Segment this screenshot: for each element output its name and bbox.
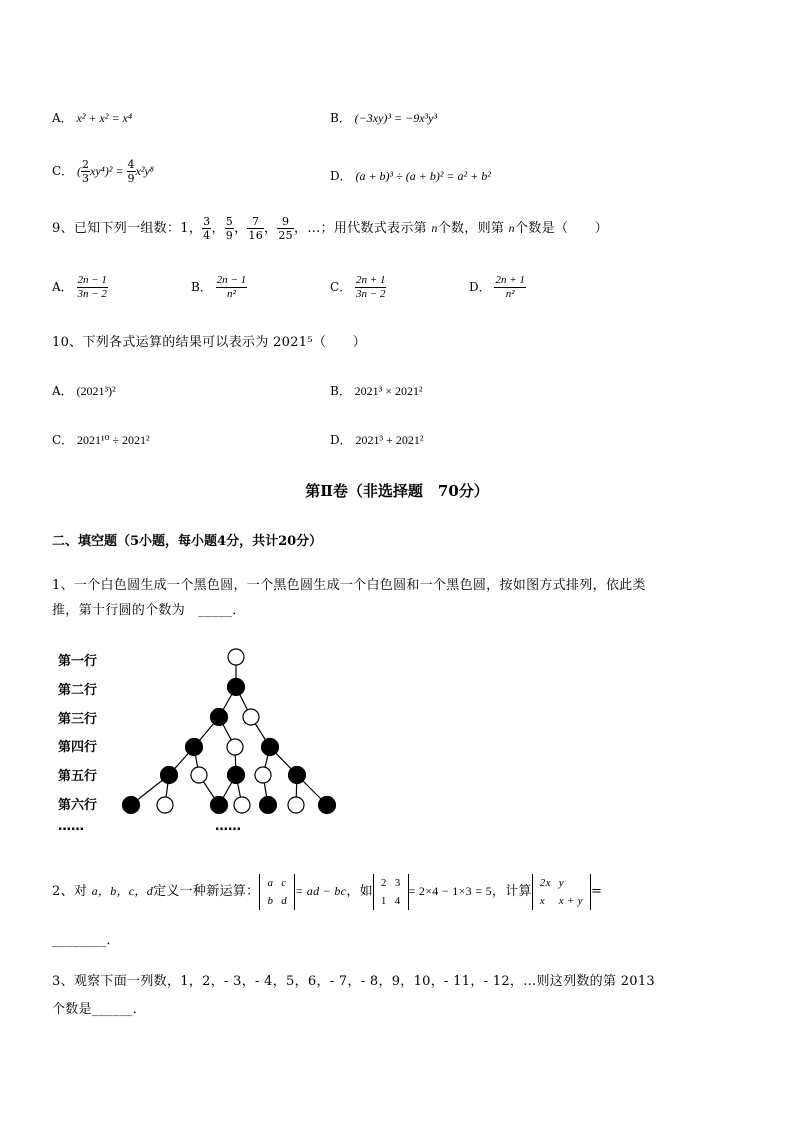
denominator: 9 xyxy=(225,229,234,242)
black-circle xyxy=(186,739,203,756)
option-expression: x² + x² = x⁴ xyxy=(76,111,133,125)
example-result: = 2×4 − 1×3 = 5 xyxy=(408,884,492,898)
stem-text: 9、已知下列一组数：1， xyxy=(52,221,203,236)
option-label: D． xyxy=(330,169,352,183)
option-label: A． xyxy=(52,280,73,294)
numerator: 2 xyxy=(82,158,90,171)
row-label: 第四行 xyxy=(58,740,98,755)
definition-result: = ad − bc xyxy=(295,884,347,898)
numerator: 4 xyxy=(127,158,135,171)
black-circle xyxy=(228,679,245,696)
fill2-blank: ________． xyxy=(52,933,120,948)
cell: y xyxy=(558,876,564,889)
white-circle xyxy=(255,767,271,783)
section-title: 第Ⅱ卷（非选择题 70分） xyxy=(305,482,489,500)
white-circle xyxy=(243,709,259,725)
option-label: A． xyxy=(52,384,73,398)
numerator: 7 xyxy=(247,215,264,229)
row-label: 第六行 xyxy=(58,798,98,813)
option-label: D． xyxy=(469,280,491,294)
denominator: 25 xyxy=(278,229,293,242)
cell: 2 xyxy=(380,876,387,889)
black-circle xyxy=(289,767,306,784)
option-label: C． xyxy=(330,280,352,294)
denominator: 3 xyxy=(82,172,90,185)
black-circle xyxy=(123,797,140,814)
denominator: 9 xyxy=(127,172,135,185)
paren: ( xyxy=(77,164,82,178)
option-expression: x²y⁸ xyxy=(135,164,154,178)
determinant-example xyxy=(373,874,409,910)
stem-text: ，…；用代数式表示第 xyxy=(293,221,427,236)
cell: 1 xyxy=(380,894,387,907)
white-circle xyxy=(288,797,304,813)
numerator: 2n + 1 xyxy=(495,274,525,286)
option-expression: 2021¹⁰ ÷ 2021² xyxy=(77,433,150,447)
option-label: B． xyxy=(191,280,212,294)
white-circle xyxy=(157,797,173,813)
black-circle xyxy=(260,797,277,814)
denominator: 16 xyxy=(248,229,264,242)
q10-stem: 10、下列各式运算的结果可以表示为 2021⁵（ ） xyxy=(52,335,367,350)
numerator: 2n − 1 xyxy=(216,274,247,286)
option-expression: xy⁴)² = xyxy=(90,164,127,178)
numerator: 9 xyxy=(277,215,294,229)
row-label: 第二行 xyxy=(58,683,98,698)
variable: n xyxy=(508,221,515,235)
denominator: 3n − 2 xyxy=(77,288,107,300)
denominator: 4 xyxy=(203,229,211,242)
cell: c xyxy=(281,876,287,889)
black-circle xyxy=(262,739,279,756)
cell: b xyxy=(267,894,274,907)
option-expression: (2021³)² xyxy=(76,384,116,398)
white-circle xyxy=(228,649,244,665)
black-circle xyxy=(228,767,245,784)
white-circle xyxy=(191,767,207,783)
black-circle xyxy=(211,797,228,814)
fill1-line2: 推，第十行圆的个数为 _____． xyxy=(52,603,246,618)
fill3-line2: 个数是______． xyxy=(52,1002,146,1017)
stem-text: 个数是（ ） xyxy=(514,221,609,236)
option-label: B． xyxy=(330,111,351,125)
cell: a xyxy=(267,876,274,889)
option-expression: 2021³ + 2021² xyxy=(355,433,424,447)
option-label: B． xyxy=(330,384,351,398)
option-label: A． xyxy=(52,111,73,125)
numerator: 3 xyxy=(203,215,211,228)
determinant-definition xyxy=(259,874,295,910)
stem-text: 2、对 xyxy=(52,884,88,899)
row-label: 第一行 xyxy=(58,654,98,669)
numerator: 5 xyxy=(225,215,234,228)
equals-sign: = xyxy=(590,884,603,899)
variables: a，b，c，d xyxy=(91,884,154,898)
cell: 2x xyxy=(539,876,551,889)
option-label: D． xyxy=(330,433,352,447)
fill1-line1: 1、一个白色圆生成一个黑色圆，一个黑色圆生成一个白色圆和一个黑色圆，按如图方式排列，依此类 xyxy=(52,578,646,593)
denominator: n² xyxy=(226,288,236,300)
numerator: 2n − 1 xyxy=(77,274,107,286)
denominator: n² xyxy=(505,288,515,300)
stem-text: 个数，则第 xyxy=(437,221,505,236)
black-circle xyxy=(211,709,228,726)
stem-text: ，如 xyxy=(346,884,373,899)
ellipsis: …… xyxy=(58,819,84,834)
stem-text: 定义一种新运算： xyxy=(153,884,260,899)
cell: 3 xyxy=(394,876,401,889)
cell: 4 xyxy=(394,894,401,907)
ellipsis: …… xyxy=(215,819,241,834)
cell: x + y xyxy=(558,894,583,907)
option-expression: (−3xy)³ = −9x³y³ xyxy=(354,111,438,125)
white-circle xyxy=(227,739,243,755)
cell: d xyxy=(281,894,288,907)
tree-nodes xyxy=(123,649,336,814)
numerator: 2n + 1 xyxy=(356,274,386,286)
black-circle xyxy=(319,797,336,814)
fill3-line1: 3、观察下面一列数，1，2，- 3，- 4，5，6，- 7，- 8，9，10，- 11，- 12，…则这列数的第 2013 xyxy=(52,974,656,989)
denominator: 3n − 2 xyxy=(356,288,386,300)
option-label: C． xyxy=(52,164,74,178)
variable: n xyxy=(431,221,438,235)
cell: x xyxy=(539,894,545,907)
white-circle xyxy=(234,797,250,813)
black-circle xyxy=(161,767,178,784)
determinant-to-compute xyxy=(532,874,591,910)
stem-text: ，计算 xyxy=(491,884,532,899)
option-label: C． xyxy=(52,433,74,447)
q9-stem: 9、已知下列一组数：1， $\frac{3}{4}$ ， $\frac{5}{9}$ ， $\frac{7}{16}$ ， $\frac{9}{25}$ ，…；用代数式表示第 n个数，则第 n个数是（ ） xyxy=(52,215,609,242)
part-heading: 二、填空题（5小题，每小题4分，共计20分） xyxy=(52,534,323,549)
option-expression: 2021³ × 2021² xyxy=(354,384,423,398)
row-label: 第五行 xyxy=(58,769,98,784)
row-label: 第三行 xyxy=(58,712,98,727)
fill2-stem xyxy=(52,872,602,911)
option-expression: (a + b)³ ÷ (a + b)² = a² + b² xyxy=(355,169,491,183)
